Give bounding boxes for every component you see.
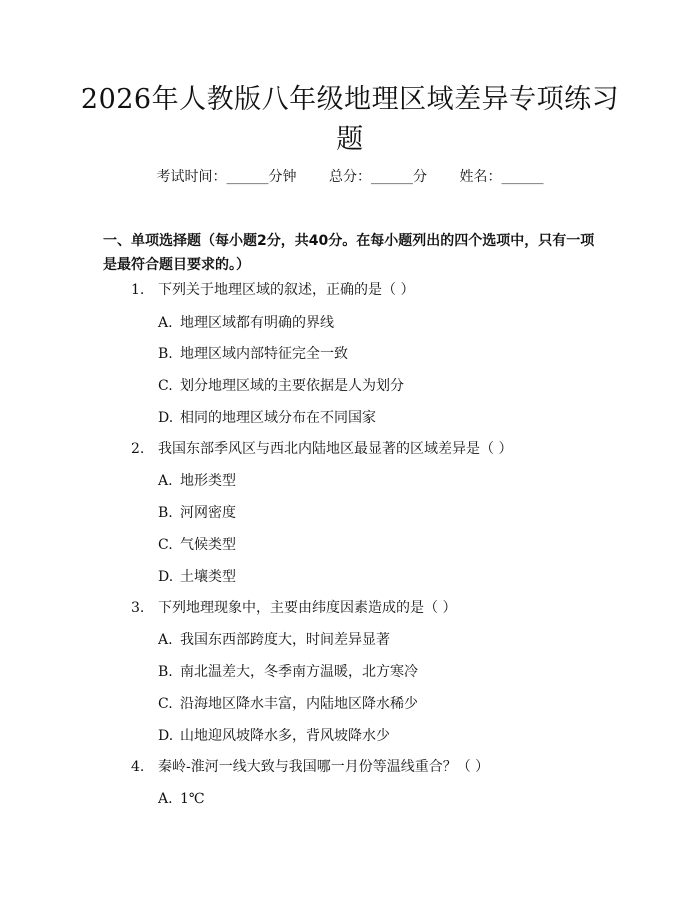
option-2c [158, 534, 236, 556]
question-text: 秦岭-淮河一线大致与我国哪一月份等温线重合？（ ） [158, 759, 490, 775]
option-text: 我国东西部跨度大，时间差异显著 [180, 632, 390, 648]
option-letter: C. [158, 537, 173, 553]
option-text: 相同的地理区域分布在不同国家 [180, 410, 376, 426]
option-letter: C. [158, 696, 173, 712]
option-letter: D. [158, 569, 174, 585]
option-letter: A. [158, 315, 173, 331]
question-text: 我国东部季风区与西北内陆地区最显著的区域差异是（ ） [158, 441, 513, 457]
question-2 [131, 438, 512, 460]
question-1 [131, 279, 414, 301]
option-letter: B. [158, 346, 173, 362]
option-3b [158, 661, 418, 683]
option-2b [158, 502, 236, 524]
option-text: 地形类型 [180, 473, 236, 489]
question-3 [131, 597, 456, 619]
option-3a [158, 629, 390, 651]
option-text: 气候类型 [180, 537, 236, 553]
option-letter: D. [158, 410, 174, 426]
page-title: 2026年人教版八年级地理区域差异专项练习题 [80, 84, 620, 155]
option-text: 1℃ [180, 791, 205, 807]
section-heading: 一、单项选择题（每小题2分，共40分。在每小题列出的四个选项中，只有一项是最符合题目要求的。） [103, 233, 595, 273]
question-number: 3. [131, 600, 145, 616]
option-text: 沿海地区降水丰富，内陆地区降水稀少 [180, 696, 418, 712]
option-3c [158, 693, 418, 715]
option-text: 地理区域内部特征完全一致 [180, 346, 348, 362]
option-text: 划分地理区域的主要依据是人为划分 [180, 378, 404, 394]
exam-meta [0, 166, 700, 188]
option-text: 地理区域都有明确的界线 [180, 315, 334, 331]
question-text: 下列地理现象中，主要由纬度因素造成的是（ ） [158, 600, 457, 616]
question-4 [131, 756, 489, 778]
option-letter: C. [158, 378, 173, 394]
option-text: 土壤类型 [180, 569, 236, 585]
option-letter: A. [158, 632, 173, 648]
option-letter: A. [158, 473, 173, 489]
option-3d [158, 725, 390, 747]
option-text: 山地迎风坡降水多，背风坡降水少 [180, 728, 390, 744]
option-1c [158, 375, 404, 397]
total-score-label: 总分：______分 [329, 169, 427, 185]
option-letter: A. [158, 791, 173, 807]
option-4a [158, 788, 205, 810]
option-1a [158, 312, 334, 334]
question-number: 2. [131, 441, 145, 457]
exam-time-label: 考试时间：______分钟 [156, 169, 297, 185]
option-2a [158, 470, 236, 492]
option-2d [158, 566, 236, 588]
question-number: 1. [131, 282, 145, 298]
option-text: 河网密度 [180, 505, 236, 521]
option-letter: B. [158, 664, 173, 680]
option-letter: B. [158, 505, 173, 521]
option-letter: D. [158, 728, 174, 744]
question-number: 4. [131, 759, 145, 775]
option-text: 南北温差大，冬季南方温暖，北方寒冷 [180, 664, 418, 680]
question-text: 下列关于地理区域的叙述，正确的是（ ） [158, 282, 415, 298]
student-name-label: 姓名：______ [459, 169, 544, 185]
option-1b [158, 343, 348, 365]
option-1d [158, 407, 376, 429]
